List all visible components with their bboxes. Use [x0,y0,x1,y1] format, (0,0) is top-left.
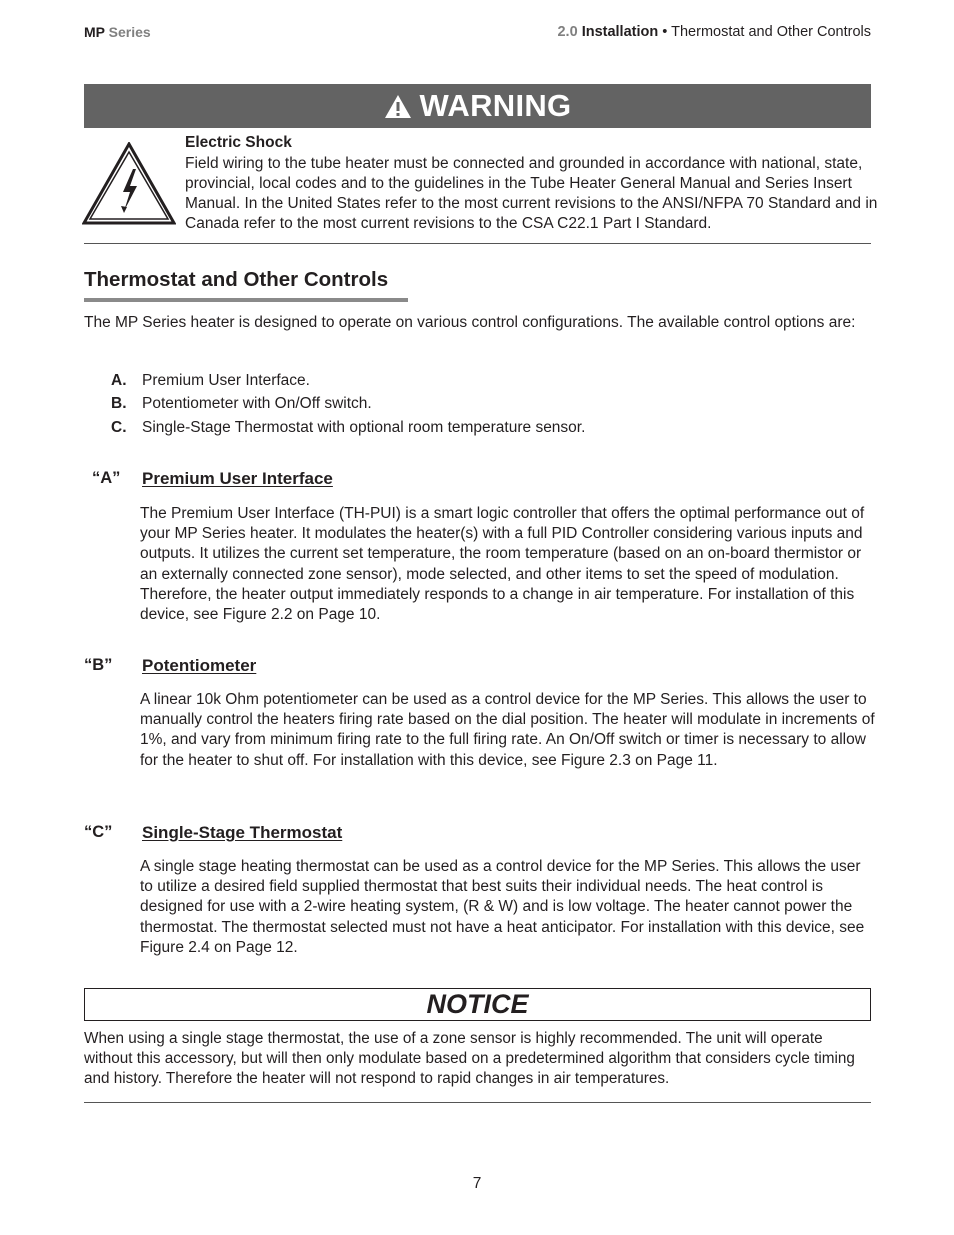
running-header-section [557,24,871,40]
section-title: Thermostat and Other Controls [84,268,389,291]
section-intro: The MP Series heater is designed to operate on various control configurations. The available control options are: [84,314,856,331]
subsection-name: Thermostat and Other Controls [671,24,871,40]
subsection-title: Potentiometer [142,656,257,675]
section-number: 2.0 [557,24,578,40]
notice-banner [84,988,871,1021]
electric-shock-icon [82,142,176,226]
series-name-bold: MP [84,24,105,40]
option-letter: C. [111,419,127,436]
running-header-series [84,24,151,40]
section-name: Installation [581,24,659,40]
subsection-body: A linear 10k Ohm potentiometer can be used as a control device for the MP Series. This allows the user to manually control the heaters firing rate based on the dial position. The heater will modulate in increments of 1%, and vary from minimum firing rate to the full firing rate. An On/Off switch or timer is necessary to allow for the heater to shut off. For installation with this device, see Figure 2.3 on Page 11. [140,691,875,769]
option-letter: A. [111,372,127,389]
option-text: Potentiometer with On/Off switch. [142,395,372,412]
page-number: 7 [472,1175,482,1192]
notice-label: NOTICE [426,989,529,1019]
header-bullet: • [662,24,668,40]
warning-banner [84,84,871,128]
warning-label: WARNING [419,88,572,123]
divider [84,243,871,244]
option-text: Premium User Interface. [142,372,310,389]
series-name-gray: Series [108,24,151,40]
divider [84,1102,871,1103]
hazard-description: Field wiring to the tube heater must be connected and grounded in accordance with national, state, provincial, local codes and to the guidelines in the Tube Heater General Manual and Series Insert Manual. In the United States refer to the most current revisions to the ANSI/NFPA 70 Standard and in Canada refer to the most current revisions to the CSA C22.1 Part I Standard. [185,155,878,232]
subsection-body: A single stage heating thermostat can be used as a control device for the MP Series. This allows the user to utilize a desired field supplied thermostat that best suits their individual needs. The heat control is designed for use with a 2-wire heating system, (R & W) and is low voltage. The heater cannot power the thermostat. The thermostat selected must not have a heat anticipator. For installation with this device, see Figure 2.4 on Page 12. [140,858,865,956]
subsection-letter: “C” [84,823,113,841]
subsection-body: The Premium User Interface (TH-PUI) is a smart logic controller that offers the optimal performance out of your MP Series heater. It modulates the heater(s) with a full PID Controller considering various inputs and outputs. It utilizes the current set temperature, the room temperature (based on an on-board thermistor or an externally connected zone sensor), mode selected, and other items to set the speed of modulation. Therefore, the heater output immediately responds to a change in air temperature. For installation of this device, see Figure 2.2 on Page 10. [140,505,865,624]
subsection-title: Single-Stage Thermostat [142,823,343,842]
section-title-underline [84,298,408,302]
subsection-title: Premium User Interface [142,469,333,488]
warning-triangle-icon [384,94,412,119]
option-text: Single-Stage Thermostat with optional room temperature sensor. [142,419,586,436]
subsection-letter: “A” [92,469,121,487]
subsection-letter: “B” [84,656,113,674]
option-letter: B. [111,395,127,412]
notice-text: When using a single stage thermostat, the use of a zone sensor is highly recommended. The unit will operate without this accessory, but will then only modulate based on a predetermined algorithm that considers cycle timing and history. Therefore the heater will not respond to rapid changes in air temperatures. [84,1030,855,1087]
hazard-title: Electric Shock [185,134,292,151]
